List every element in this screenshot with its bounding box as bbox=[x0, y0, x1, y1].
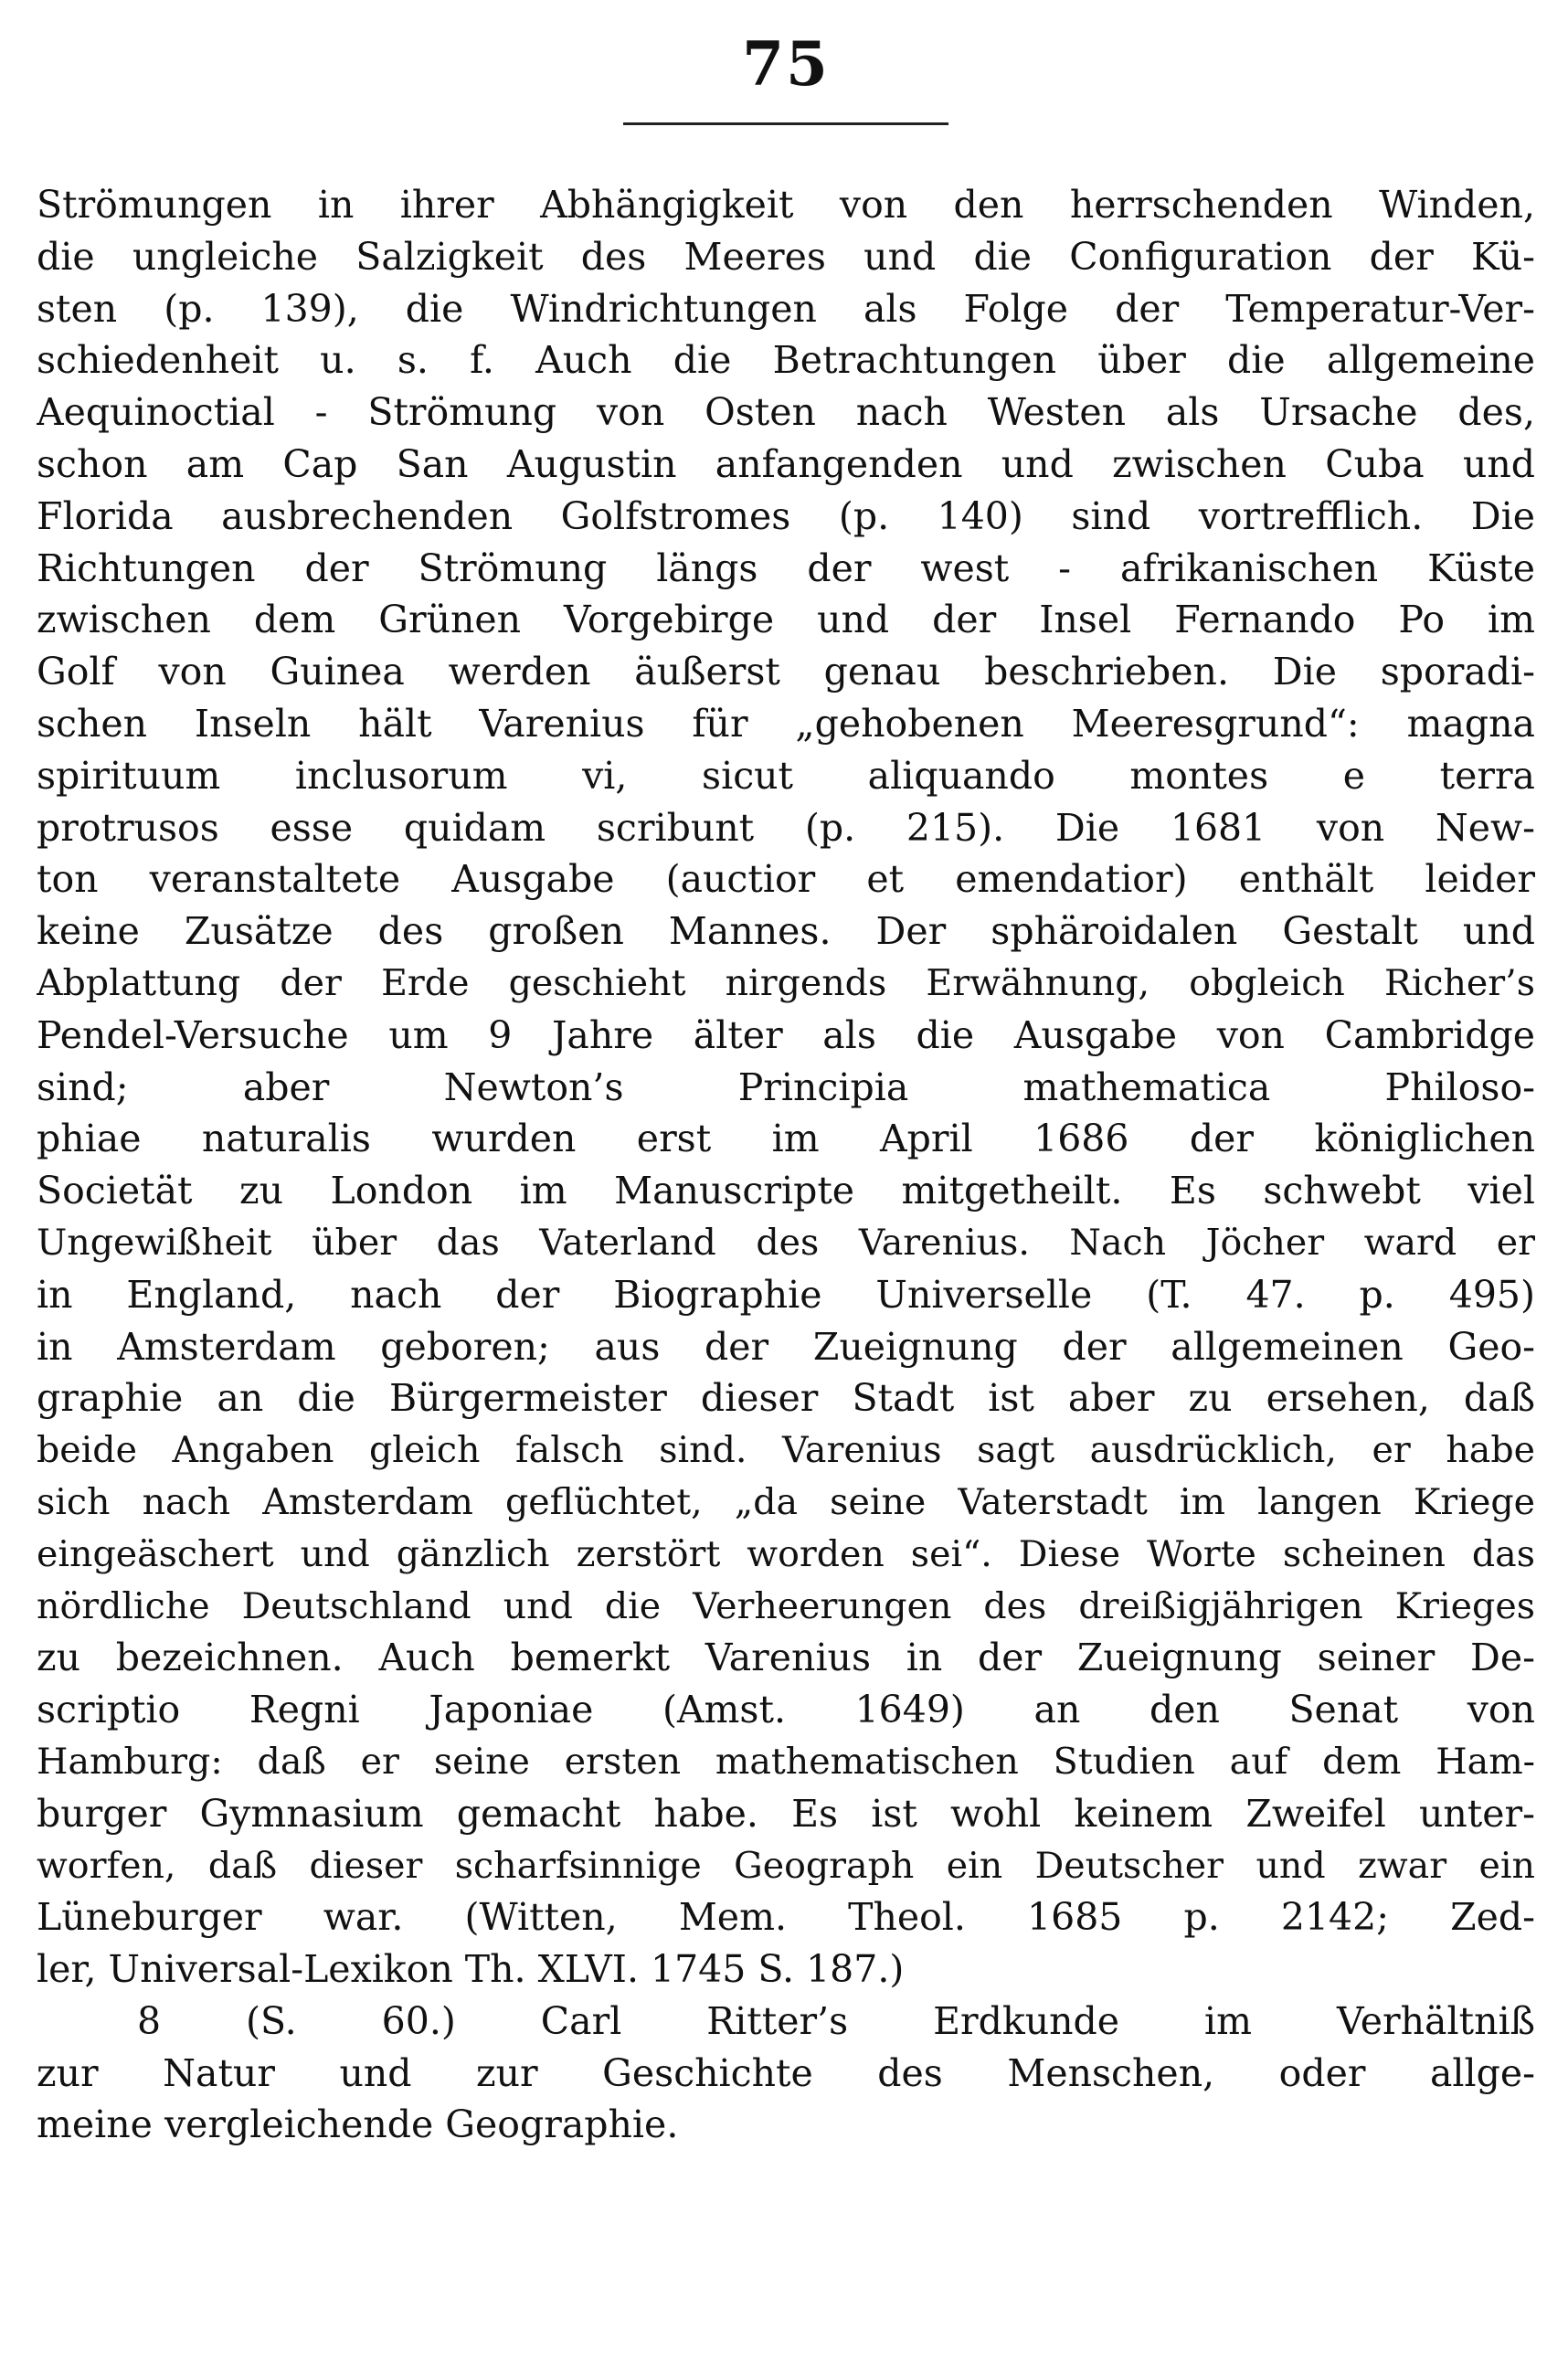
document-page bbox=[37, 0, 1535, 2372]
text-line: sich nach Amsterdam geflüchtet, „da seine Vaterstadt im langen Kriege bbox=[37, 1480, 1535, 1523]
text-line: ler, Universal-Lexikon Th. XLVI. 1745 S. 187.) bbox=[37, 1947, 905, 1992]
text-line: beide Angaben gleich falsch sind. Varenius sagt ausdrücklich, er habe bbox=[37, 1429, 1535, 1472]
text-line: Florida ausbrechenden Golfstromes (p. 140) sind vortrefflich. Die bbox=[37, 493, 1535, 538]
text-line: Aequinoctial - Strömung von Osten nach Westen als Ursache des, bbox=[37, 390, 1535, 435]
footnote-line: meine vergleichende Geographie. bbox=[37, 2102, 679, 2147]
text-line: in England, nach der Biographie Universelle (T. 47. p. 495) bbox=[37, 1272, 1535, 1317]
text-line: keine Zusätze des großen Mannes. Der sphäroidalen Gestalt und bbox=[37, 909, 1535, 954]
text-line: Societät zu London im Manuscripte mitgetheilt. Es schwebt viel bbox=[37, 1169, 1535, 1213]
body-text bbox=[37, 179, 1535, 2151]
text-line: zwischen dem Grünen Vorgebirge und der Insel Fernando Po im bbox=[37, 598, 1535, 642]
text-line: Pendel-Versuche um 9 Jahre älter als die Ausgabe von Cambridge bbox=[37, 1012, 1535, 1057]
text-line: Abplattung der Erde geschieht nirgends Erwähnung, obgleich Richer’s bbox=[37, 961, 1535, 1004]
footnote-line: 8 (S. 60.) Carl Ritter’s Erdkunde im Verhältniß bbox=[137, 1998, 1535, 2043]
text-line: schiedenheit u. s. f. Auch die Betrachtungen über die allgemeine bbox=[37, 338, 1535, 383]
text-line: sten (p. 139), die Windrichtungen als Folge der Temperatur-Ver- bbox=[37, 286, 1535, 331]
text-line: schen Inseln hält Varenius für „gehobenen Meeresgrund“: magna bbox=[37, 701, 1535, 746]
page-number: 75 bbox=[742, 28, 830, 100]
text-line: scriptio Regni Japoniae (Amst. 1649) an den Senat von bbox=[37, 1688, 1535, 1732]
header-rule bbox=[623, 122, 948, 125]
text-line: in Amsterdam geboren; aus der Zueignung der allgemeinen Geo- bbox=[37, 1324, 1535, 1369]
text-line: sind; aber Newton’s Principia mathematica Philoso- bbox=[37, 1064, 1535, 1109]
text-line: schon am Cap San Augustin anfangenden und zwischen Cuba und bbox=[37, 441, 1535, 486]
text-line: graphie an die Bürgermeister dieser Stadt ist aber zu ersehen, daß bbox=[37, 1376, 1535, 1421]
footnote-line: zur Natur und zur Geschichte des Menschen, oder allge- bbox=[37, 2050, 1535, 2095]
text-line: ton veranstaltete Ausgabe (auctior et emendatior) enthält leider bbox=[37, 857, 1535, 902]
text-line: phiae naturalis wurden erst im April 1686 der königlichen bbox=[37, 1117, 1535, 1161]
text-line: Strömungen in ihrer Abhängigkeit von den herrschenden Winden, bbox=[37, 183, 1535, 227]
text-line: worfen, daß dieser scharfsinnige Geograph ein Deutscher und zwar ein bbox=[37, 1844, 1535, 1887]
text-line: burger Gymnasium gemacht habe. Es ist wohl keinem Zweifel unter- bbox=[37, 1791, 1535, 1836]
text-line: protrusos esse quidam scribunt (p. 215). Die 1681 von New- bbox=[37, 805, 1535, 850]
text-line: die ungleiche Salzigkeit des Meeres und die Configuration der Kü- bbox=[37, 234, 1535, 279]
text-line: Golf von Guinea werden äußerst genau beschrieben. Die sporadi- bbox=[37, 650, 1535, 694]
text-line: spirituum inclusorum vi, sicut aliquando montes e terra bbox=[37, 753, 1535, 798]
text-line: Richtungen der Strömung längs der west - afrikanischen Küste bbox=[37, 545, 1535, 590]
text-line: Lüneburger war. (Witten, Mem. Theol. 1685 p. 2142; Zed- bbox=[37, 1895, 1535, 1940]
text-line: Ungewißheit über das Vaterland des Varenius. Nach Jöcher ward er bbox=[37, 1221, 1535, 1264]
text-line: eingeäschert und gänzlich zerstört worden sei“. Diese Worte scheinen das bbox=[37, 1532, 1535, 1575]
text-line: zu bezeichnen. Auch bemerkt Varenius in der Zueignung seiner De- bbox=[37, 1636, 1535, 1680]
text-line: Hamburg: daß er seine ersten mathematischen Studien auf dem Ham- bbox=[37, 1740, 1535, 1783]
text-line: nördliche Deutschland und die Verheerungen des dreißigjährigen Krieges bbox=[37, 1584, 1535, 1627]
